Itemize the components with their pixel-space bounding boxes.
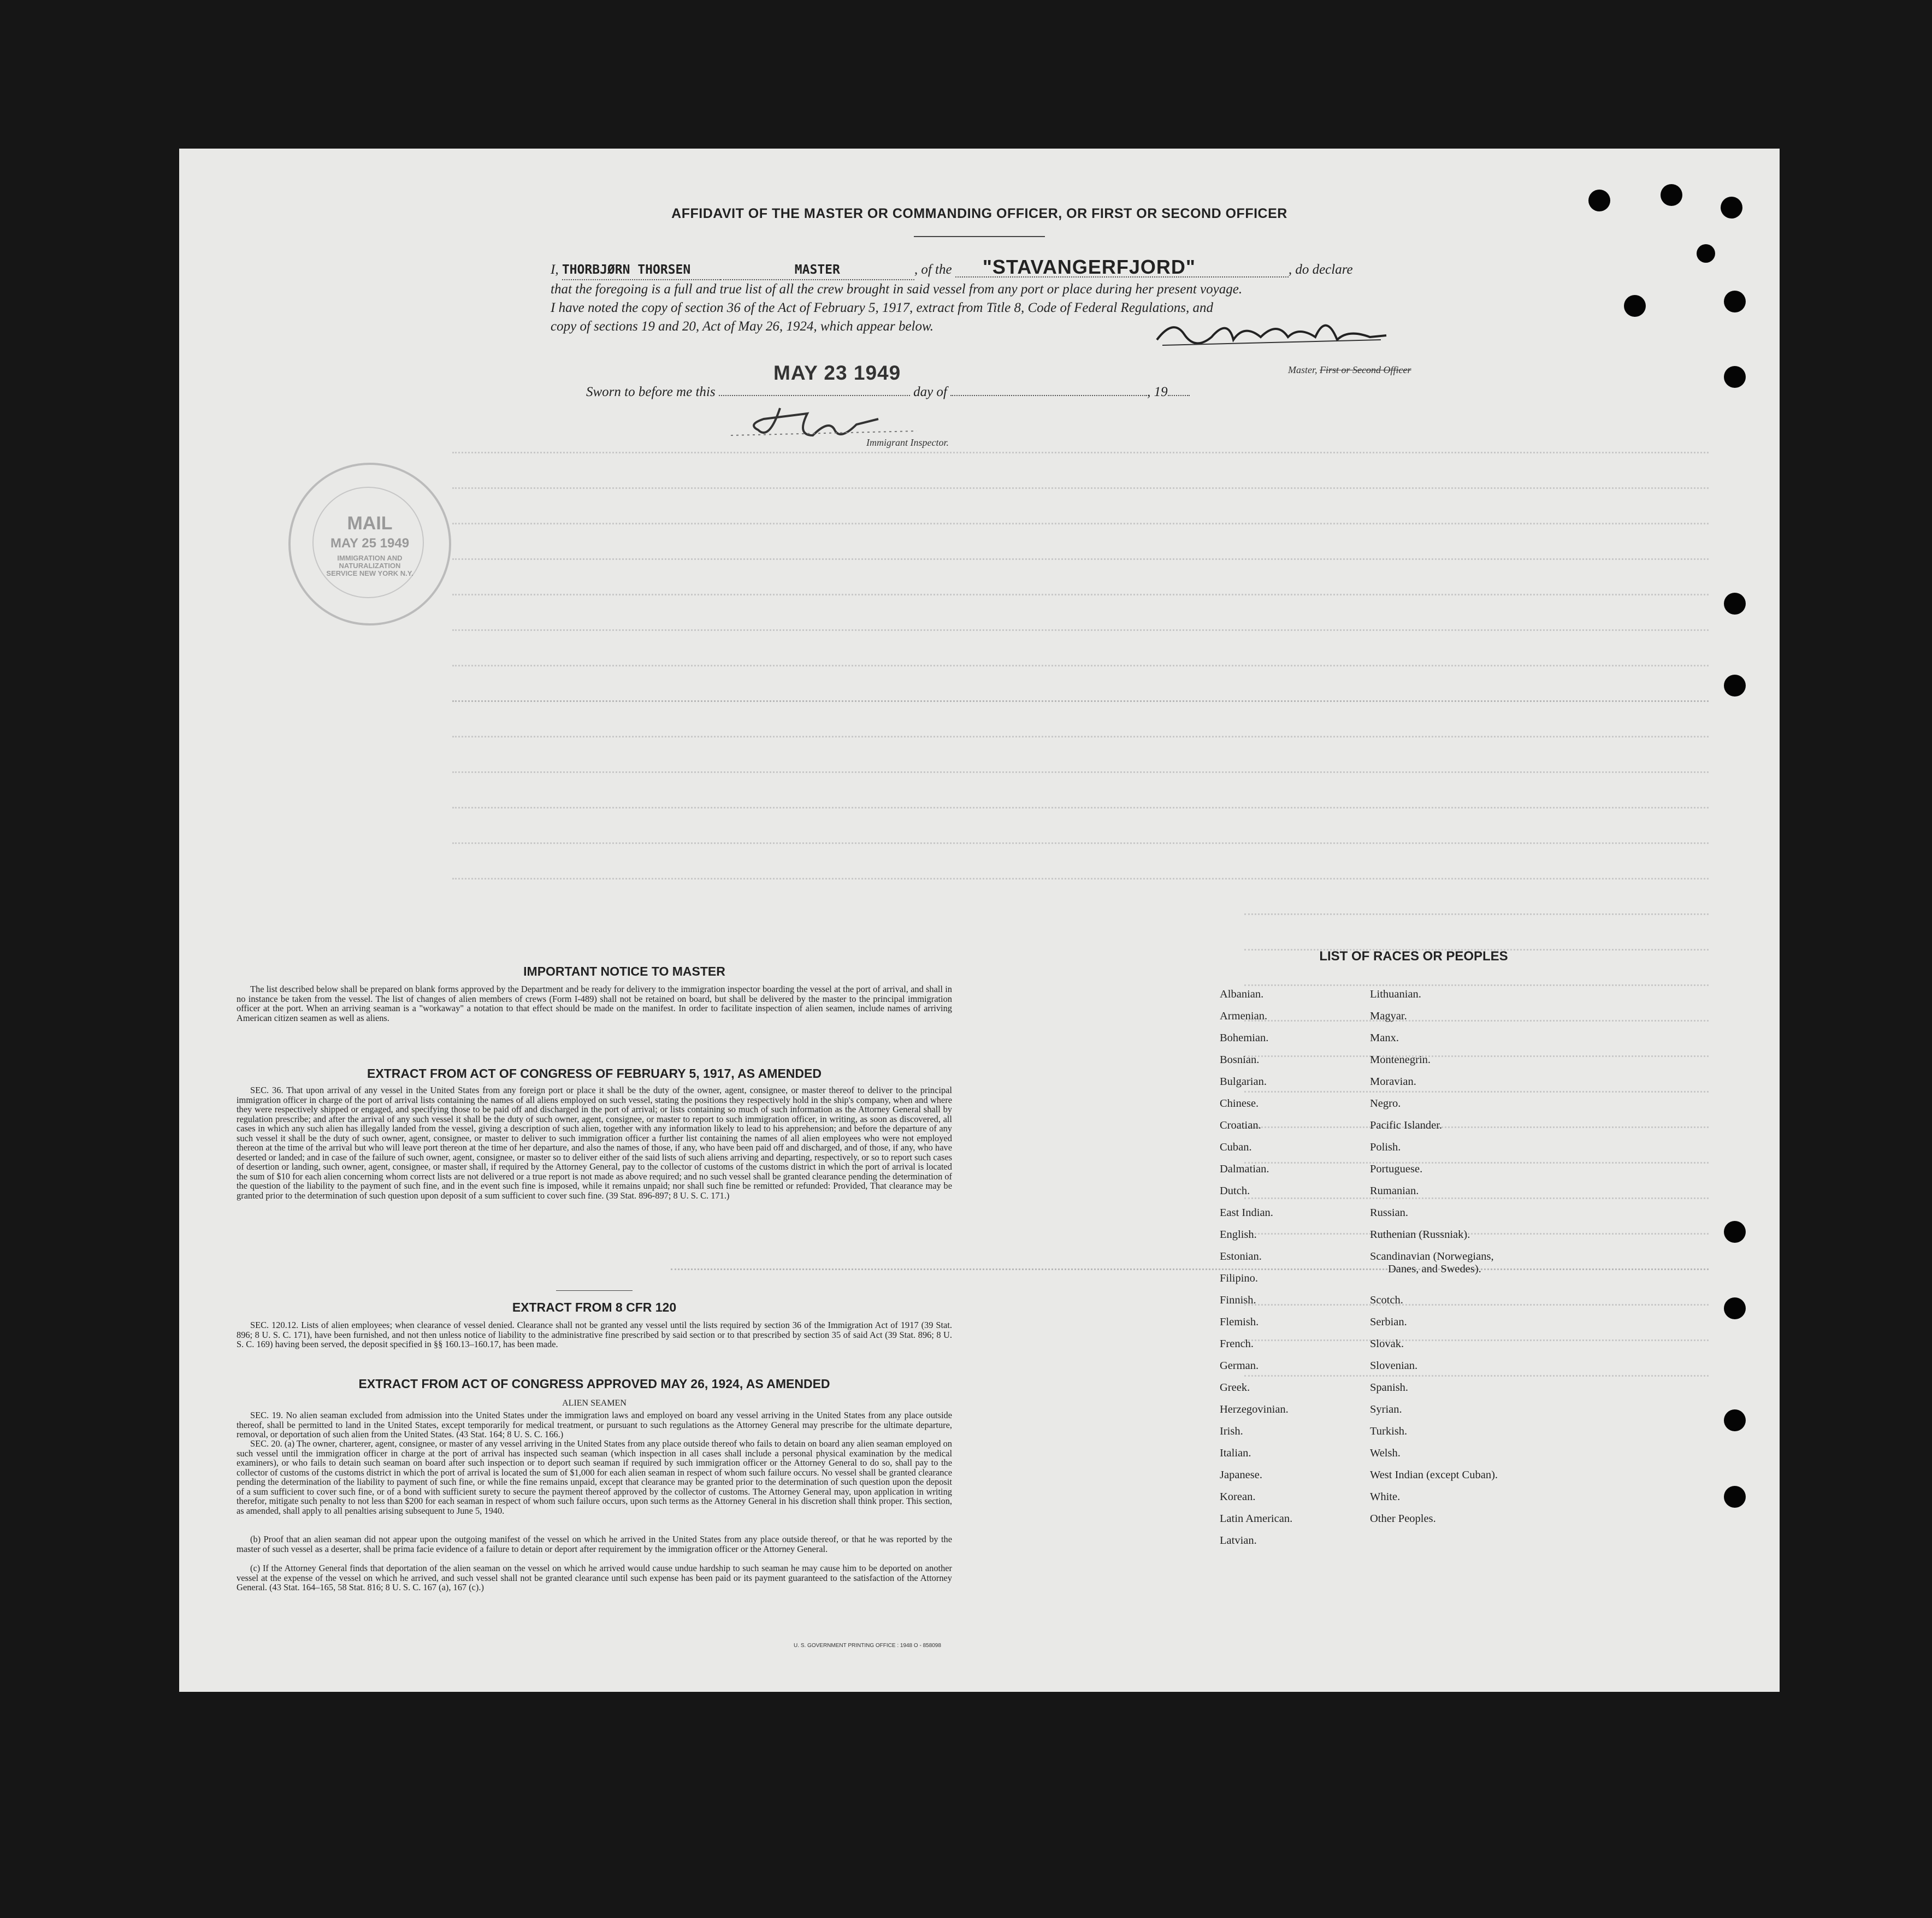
race-left-item: Greek. bbox=[1220, 1382, 1250, 1394]
printer-imprint: U. S. GOVERNMENT PRINTING OFFICE : 1948 O - 858098 bbox=[794, 1643, 941, 1649]
race-left-item: Bohemian. bbox=[1220, 1032, 1269, 1044]
seal-agency: IMMIGRATION AND NATURALIZATION SERVICE NEW YORK N.Y. bbox=[326, 554, 413, 577]
race-left-item: French. bbox=[1220, 1338, 1254, 1350]
inspector-caption: Immigrant Inspector. bbox=[866, 437, 949, 448]
race-right-item: Russian. bbox=[1370, 1207, 1409, 1219]
master-name: THORBJØRN THORSEN bbox=[562, 261, 720, 280]
race-right-item: Montenegrin. bbox=[1370, 1054, 1431, 1066]
race-left-item: Dalmatian. bbox=[1220, 1163, 1269, 1175]
bleed-row bbox=[1244, 1233, 1709, 1236]
race-right-item: West Indian (except Cuban). bbox=[1370, 1469, 1498, 1481]
bleed-row bbox=[671, 1268, 1709, 1271]
affidavit-line-3: I have noted the copy of section 36 of the Act of February 5, 1917, extract from Title 8, Code of Federal Regulations, and bbox=[551, 300, 1213, 315]
race-right-item: Ruthenian (Russniak). bbox=[1370, 1229, 1470, 1241]
sworn-year-field bbox=[1168, 395, 1190, 396]
race-left-item: Bosnian. bbox=[1220, 1054, 1260, 1066]
race-right-item: Syrian. bbox=[1370, 1403, 1402, 1415]
race-right-item: Negro. bbox=[1370, 1097, 1401, 1110]
punch-hole bbox=[1661, 184, 1682, 206]
race-left-item: Korean. bbox=[1220, 1491, 1256, 1503]
master-rank: MASTER bbox=[720, 261, 914, 280]
of-the-text: , of the bbox=[914, 262, 952, 277]
punch-hole bbox=[1724, 366, 1746, 388]
punch-hole bbox=[1724, 1409, 1746, 1431]
race-left-item: Dutch. bbox=[1220, 1185, 1250, 1197]
struck-caption: First or Second Officer bbox=[1320, 364, 1411, 375]
master-caption: Master, bbox=[1288, 364, 1317, 375]
declare-text: , do declare bbox=[1288, 262, 1353, 277]
sec-20c-text: (c) If the Attorney General finds that deportation of the alien seaman on the vessel on which he arrived would cause undue hardship to such seaman he may cause him to be deported on another vessel at the expense of the vessel on which he arrived, and such vessel shall not be granted clearance until such expense has been paid or its payment guaranteed to the satisfaction of the Attorney General. (43 Stat. 164–165, 58 Stat. 816; 8 U. S. C. 167 (a), 167 (c).) bbox=[237, 1563, 952, 1592]
bleed-row bbox=[452, 594, 1709, 597]
punch-hole bbox=[1721, 197, 1742, 219]
race-right-item: Rumanian. bbox=[1370, 1185, 1419, 1197]
race-left-item: Finnish. bbox=[1220, 1294, 1256, 1306]
stamped-date: MAY 23 1949 bbox=[773, 362, 901, 384]
signature-caption bbox=[1288, 364, 1411, 376]
mail-stamp-seal bbox=[288, 463, 451, 625]
punch-hole bbox=[1588, 190, 1610, 211]
races-heading: LIST OF RACES OR PEOPLES bbox=[1319, 949, 1508, 964]
bleed-row bbox=[452, 487, 1709, 490]
race-left-item: Flemish. bbox=[1220, 1316, 1259, 1328]
vessel-name: "STAVANGERFJORD" bbox=[955, 258, 1289, 278]
bleed-row bbox=[1244, 1375, 1709, 1378]
bleed-row bbox=[452, 736, 1709, 739]
bleed-row bbox=[452, 523, 1709, 526]
year-prefix: , 19 bbox=[1147, 385, 1168, 399]
bleed-row bbox=[1244, 1055, 1709, 1058]
punch-hole bbox=[1697, 244, 1715, 263]
affidavit-line-1 bbox=[551, 258, 1621, 280]
bleed-row bbox=[1244, 1126, 1709, 1129]
bleed-row bbox=[452, 629, 1709, 632]
bleed-row bbox=[1244, 1197, 1709, 1200]
sworn-month-field bbox=[950, 395, 1147, 396]
bleed-row bbox=[1244, 1304, 1709, 1307]
bleed-row bbox=[1244, 913, 1709, 916]
bleed-row bbox=[1244, 1020, 1709, 1023]
race-right-item: Pacific Islander. bbox=[1370, 1119, 1443, 1131]
punch-hole bbox=[1724, 291, 1746, 312]
race-left-item: Filipino. bbox=[1220, 1272, 1259, 1284]
race-right-item: Scotch. bbox=[1370, 1294, 1403, 1306]
master-signature bbox=[1151, 307, 1392, 362]
race-right-item: Magyar. bbox=[1370, 1010, 1407, 1022]
race-left-item: Japanese. bbox=[1220, 1469, 1262, 1481]
bleed-row bbox=[1244, 1162, 1709, 1165]
seal-date: MAY 25 1949 bbox=[330, 536, 410, 551]
race-right-item: Other Peoples. bbox=[1370, 1513, 1436, 1525]
race-left-item: Italian. bbox=[1220, 1447, 1251, 1459]
punch-hole bbox=[1724, 1221, 1746, 1243]
extract-1917-heading: EXTRACT FROM ACT OF CONGRESS OF FEBRUARY 5, 1917, AS AMENDED bbox=[367, 1066, 822, 1081]
race-right-item: White. bbox=[1370, 1491, 1401, 1503]
bleed-row bbox=[1244, 1091, 1709, 1094]
race-left-item: Albanian. bbox=[1220, 988, 1264, 1000]
race-right-item: Slovenian. bbox=[1370, 1360, 1418, 1372]
bleed-row bbox=[452, 700, 1709, 703]
notice-heading: IMPORTANT NOTICE TO MASTER bbox=[523, 964, 725, 978]
divider bbox=[556, 1290, 633, 1291]
bleed-row bbox=[452, 771, 1709, 774]
extract-cfr-heading: EXTRACT FROM 8 CFR 120 bbox=[512, 1300, 677, 1314]
race-right-item: Spanish. bbox=[1370, 1382, 1409, 1394]
race-right-item: Lithuanian. bbox=[1370, 988, 1421, 1000]
title-underline bbox=[914, 236, 1045, 237]
race-left-item: Herzegovinian. bbox=[1220, 1403, 1289, 1415]
race-left-item: Latvian. bbox=[1220, 1535, 1257, 1547]
extract-cfr-text: SEC. 120.12. Lists of alien employees; when clearance of vessel denied. Clearance shall not be granted any vessel until the lists required by section 36 of the Immigration Act of 1917 (39 Stat. 896; 8 U. S. C. 171), have been furnished, and not then unless notice of liability to the administrative fine prescribed by said section or to that prescribed by section 35 of said Act (39 Stat. 896; 8 U. S. C. 169) having been served, the deposit specified in §§ 160.13–160.17, has been made. bbox=[237, 1320, 952, 1349]
sworn-day-field bbox=[719, 395, 910, 396]
race-right-item: Moravian. bbox=[1370, 1076, 1416, 1088]
race-left-item: English. bbox=[1220, 1229, 1257, 1241]
bleed-row bbox=[452, 558, 1709, 561]
affidavit-prefix: I, bbox=[551, 262, 559, 277]
sec-20a-text: SEC. 20. (a) The owner, charterer, agent, consignee, or master of any vessel arriving in the United States from any place outside thereof who fails to detain on board any alien seaman employed on such vessel until the immigration officer in charge at the port of arrival has inspected such seaman (which inspection in all cases shall include a personal physical examination by the medical examiners), or who fails to detain such seaman on board after such inspection or to deport such seaman if required by such immigration officer or the Attorney General to do so, shall pay to the collector of customs of the customs district in which the port of arrival is located the sum of $1,000 for each alien seaman in respect of whom such failure occurs. No vessel shall be granted clearance pending the determination of the liability to payment of such fine, or while the fine remains unpaid, except that clearance may be granted prior to the determination of such question upon the deposit of a sum sufficient to cover such fine, or of a bond with sufficient surety to secure the payment thereof approved by the collector of customs. The Attorney General may, upon application in writing therefor, mitigate such penalty to not less than $200 for each seaman in respect of whom such failure occurs, upon such terms as the Attorney General in his discretion shall think proper. This section, as amended, shall apply to all penalties arising subsequent to June 5, 1940. bbox=[237, 1438, 952, 1516]
sworn-prefix: Sworn to before me this bbox=[586, 385, 716, 399]
race-right-item: Slovak. bbox=[1370, 1338, 1404, 1350]
race-right-item: Manx. bbox=[1370, 1032, 1399, 1044]
bleed-row bbox=[452, 665, 1709, 668]
race-left-item: Irish. bbox=[1220, 1425, 1243, 1437]
race-right-item: Scandinavian (Norwegians, bbox=[1370, 1250, 1494, 1262]
punch-hole bbox=[1624, 295, 1646, 317]
bleed-row bbox=[452, 842, 1709, 845]
affidavit-text bbox=[551, 258, 1621, 336]
race-left-item: Cuban. bbox=[1220, 1141, 1252, 1153]
race-left-item: Estonian. bbox=[1220, 1250, 1262, 1262]
race-right-item: Danes, and Swedes). bbox=[1388, 1263, 1481, 1275]
form-page bbox=[179, 149, 1780, 1692]
race-left-item: Croatian. bbox=[1220, 1119, 1261, 1131]
punch-hole bbox=[1724, 675, 1746, 697]
sec-19-text: SEC. 19. No alien seaman excluded from admission into the United States under the immigration laws and employed on board any vessel arriving in the United States from any place outside thereof, shall be permitted to land in the United States, except temporarily for medical treatment, or pursuant to such regulations as the Attorney General may prescribe for the ultimate departure, removal, or deportation of such alien from the United States. (43 Stat. 164; 8 U. S. C. 166.) bbox=[237, 1410, 952, 1439]
race-right-item: Turkish. bbox=[1370, 1425, 1408, 1437]
page-title: AFFIDAVIT OF THE MASTER OR COMMANDING OFFICER, OR FIRST OR SECOND OFFICER bbox=[671, 206, 1287, 221]
punch-hole bbox=[1724, 593, 1746, 615]
race-right-item: Welsh. bbox=[1370, 1447, 1401, 1459]
sec-20b-text: (b) Proof that an alien seaman did not appear upon the outgoing manifest of the vessel on which he arrived in the United States from any place outside thereof, or that he was reported by the master of such vessel as a deserter, shall be prima facie evidence of a failure to detain or deport after requirement by the immigration officer or the Attorney General. bbox=[237, 1534, 952, 1554]
race-left-item: German. bbox=[1220, 1360, 1259, 1372]
race-left-item: Latin American. bbox=[1220, 1513, 1293, 1525]
punch-hole bbox=[1724, 1297, 1746, 1319]
bleed-row bbox=[452, 452, 1709, 455]
race-left-item: Chinese. bbox=[1220, 1097, 1259, 1110]
race-right-item: Portuguese. bbox=[1370, 1163, 1423, 1175]
affidavit-line-2: that the foregoing is a full and true list of all the crew brought in said vessel from any port or place during her present voyage. bbox=[551, 282, 1243, 297]
extract-1917-text: SEC. 36. That upon arrival of any vessel in the United States from any foreign port or place it shall be the duty of the owner, agent, consignee, or master thereof to deliver to the principal immigration officer in charge of the port of arrival lists containing the names of all aliens employed on such vessel, stating the positions they respectively hold in the ship's company, when and where they were respectively shipped or engaged, and specifying those to be paid off and discharged in the port of arrival; or lists containing so much of such information as the Attorney General shall by regulation prescribe; and after the arrival of any such vessel it shall be the duty of such owner, agent, consignee, or master to report to such immigration officer, in writing, as soon as discovered, all cases in which any such alien has illegally landed from the vessel, giving a description of such alien, together with any information likely to lead to his apprehension; and before the departure of any such vessel it shall be the duty of such owner, agent, consignee, or master to deliver to such immigration officer a further list containing the names of all alien employees who were not employed thereon at the time of the arrival but who will leave port thereon at the time of her departure, and also the names of those, if any, who have been paid off and discharged, and of those, if any, who have deserted or landed; and in case of the failure of such owner, agent, consignee, or master so to deliver either of the said lists of such aliens arriving and departing, respectively, or so to report such cases of desertion or landing, such owner, agent, consignee, or master shall, if required by the Attorney General, pay to the collector of customs of the customs district in which the port of arrival is located the sum of $10 for each alien concerning whom correct lists are not delivered or a true report is not made as above required; and no such vessel shall be granted clearance pending the determination of the question of the liability to the payment of such fine, and in the event such fine is imposed, while it remains unpaid; nor shall such fine be remitted or refunded: Provided, That clearance may be granted prior to the determination of such question upon deposit of a sum sufficient to cover such fine. (39 Stat. 896-897; 8 U. S. C. 171.) bbox=[237, 1085, 952, 1201]
notice-text: The list described below shall be prepared on blank forms approved by the Department and be ready for delivery to the immigration inspector boarding the vessel at the port of arrival, and shall in no instance be taken from the vessel. The list of changes of alien members of crews (Form I-489) shall not be retained on board, but shall be delivered by the master to the principal immigration officer at the port. When an arriving seaman is a "workaway" a notation to that effect should be made on the manifest. In order to facilitate inspection of alien seamen, include names of arriving American citizen seamen as well as aliens. bbox=[237, 984, 952, 1023]
seal-mail: MAIL bbox=[347, 513, 393, 534]
extract-1924-heading: EXTRACT FROM ACT OF CONGRESS APPROVED MAY 26, 1924, AS AMENDED bbox=[358, 1377, 830, 1391]
bleed-row bbox=[452, 807, 1709, 810]
punch-hole bbox=[1724, 1486, 1746, 1508]
race-right-item: Serbian. bbox=[1370, 1316, 1407, 1328]
alien-seamen-subheading: ALIEN SEAMEN bbox=[562, 1398, 627, 1408]
race-left-item: East Indian. bbox=[1220, 1207, 1273, 1219]
bleed-row bbox=[452, 878, 1709, 881]
affidavit-line-4: copy of sections 19 and 20, Act of May 26, 1924, which appear below. bbox=[551, 319, 934, 334]
race-left-item: Bulgarian. bbox=[1220, 1076, 1267, 1088]
race-right-item: Polish. bbox=[1370, 1141, 1401, 1153]
bleed-row bbox=[1244, 984, 1709, 987]
day-of-text: day of bbox=[913, 385, 947, 399]
race-left-item: Armenian. bbox=[1220, 1010, 1268, 1022]
bleed-row bbox=[1244, 1339, 1709, 1342]
